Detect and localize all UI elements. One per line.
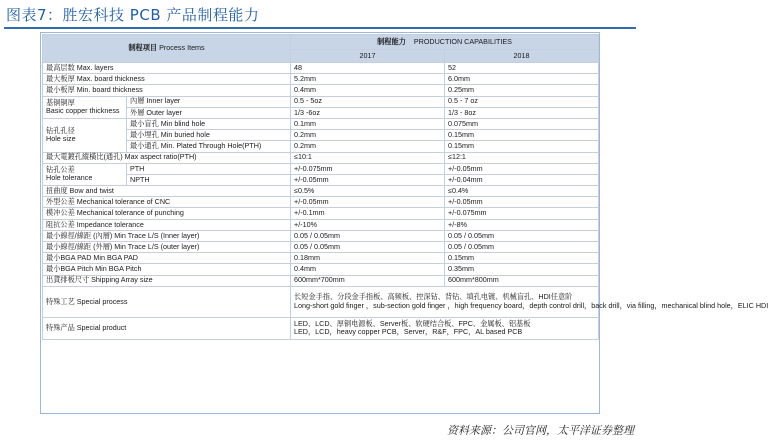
- special-product-value: [291, 317, 599, 339]
- tolerance-pth-2017: +/-0.075mm: [291, 163, 445, 174]
- tolerance-pth-label: PTH: [127, 163, 291, 174]
- row-item: 最小線徑/線距 (外層) Min Trace L/S (outer layer): [43, 242, 291, 253]
- hole-pth-row: [43, 141, 599, 152]
- row-value-2017: 0.4mm: [291, 264, 445, 275]
- hole-pth-2017: 0.2mm: [291, 141, 445, 152]
- special-process-label: 特殊工艺 Special process: [43, 286, 291, 317]
- tolerance-npth-2017: +/-0.05mm: [291, 174, 445, 185]
- hole-pth-2018: 0.15mm: [445, 141, 599, 152]
- hole-group-label: [43, 118, 127, 152]
- row-value-2017: ≤0.5%: [291, 186, 445, 197]
- copper-outer-2017: 1/3 -6oz: [291, 107, 445, 118]
- hole-blind-row: [43, 118, 599, 129]
- table-row: [43, 197, 599, 208]
- row-value-2018: 0.15mm: [445, 253, 599, 264]
- row-value-2017: +/-10%: [291, 219, 445, 230]
- tolerance-npth-row: [43, 174, 599, 185]
- row-value-2017: 600mm*700mm: [291, 275, 445, 286]
- tolerance-npth-label: NPTH: [127, 174, 291, 185]
- row-value-2017: 0.05 / 0.05mm: [291, 230, 445, 241]
- row-value-2018: 52: [445, 63, 599, 74]
- table-row: [43, 74, 599, 85]
- row-item: 最大板厚 Max. board thickness: [43, 74, 291, 85]
- copper-outer-label: 外層 Outer layer: [127, 107, 291, 118]
- row-value-2018: +/-0.075mm: [445, 208, 599, 219]
- tolerance-group-label: [43, 163, 127, 185]
- hole-label-en: Hole size: [46, 134, 76, 144]
- hole-buried-2018: 0.15mm: [445, 130, 599, 141]
- header-row-1: [43, 35, 599, 50]
- hole-label-cn: 钻孔孔径: [46, 125, 75, 135]
- table-row: [43, 275, 599, 286]
- source-note: 资料来源：公司官网，太平洋证券整理: [447, 424, 634, 437]
- row-value-2017: 48: [291, 63, 445, 74]
- row-item: 最大電鍍孔縱橫比(通孔) Max aspect ratio(PTH): [43, 152, 291, 163]
- copper-group-label: [43, 96, 127, 118]
- special-process-cn: 长短金手指、分段金手指板、高频板、控深钻、背钻、填孔电镀、机械盲孔、HDI任意阶: [294, 292, 573, 302]
- header-capabilities: [291, 35, 599, 50]
- row-value-2018: 600mm*800mm: [445, 275, 599, 286]
- table-row: [43, 63, 599, 74]
- figure-title: 图表7：胜宏科技 PCB 产品制程能力: [6, 6, 260, 24]
- header-process-cn: 制程项目: [128, 43, 158, 53]
- header-year-2017: 2017: [291, 50, 445, 63]
- row-value-2018: ≤0.4%: [445, 186, 599, 197]
- special-product-cn: LED、LCD、厚铜电源板、Server板、软硬结合板、FPC、金属板、铝基板: [294, 318, 531, 328]
- row-item: 出貨排板尺寸 Shipping Array size: [43, 275, 291, 286]
- hole-blind-2017: 0.1mm: [291, 118, 445, 129]
- hole-buried-label: 最小埋孔 Min buried hole: [127, 130, 291, 141]
- header-cap-en: PRODUCTION CAPABILITIES: [413, 36, 512, 46]
- row-item: 阻抗公差 Impedance tolerance: [43, 219, 291, 230]
- row-item: 最高层数 Max. layers: [43, 63, 291, 74]
- table-row: [43, 85, 599, 96]
- special-product-row: [43, 317, 599, 339]
- row-value-2018: +/-8%: [445, 219, 599, 230]
- special-process-en: Long-short gold finger ，sub-section gold finger ，high frequency board，depth control drill，back drill，via filling，mechanical blind hole，ELIC HDI: [294, 300, 768, 310]
- row-value-2017: 0.05 / 0.05mm: [291, 242, 445, 253]
- copper-inner-2017: 0.5 - 5oz: [291, 96, 445, 107]
- row-item: 最小線徑/線距 (內層) Min Trace L/S (Inner layer): [43, 230, 291, 241]
- hole-buried-row: [43, 130, 599, 141]
- row-value-2017: 5.2mm: [291, 74, 445, 85]
- row-item: 最小板厚 Min. board thickness: [43, 85, 291, 96]
- row-value-2018: 0.05 / 0.05mm: [445, 230, 599, 241]
- hole-pth-label: 最小通孔 Min. Plated Through Hole(PTH): [127, 141, 291, 152]
- row-item: 扭曲度 Bow and twist: [43, 186, 291, 197]
- table-row: [43, 264, 599, 275]
- row-value-2018: 0.25mm: [445, 85, 599, 96]
- copper-inner-2018: 0.5 - 7 oz: [445, 96, 599, 107]
- hole-blind-label: 最小盲孔 Min blind hole: [127, 118, 291, 129]
- table-row: [43, 208, 599, 219]
- tolerance-npth-2018: +/-0.04mm: [445, 174, 599, 185]
- row-value-2018: +/-0.05mm: [445, 197, 599, 208]
- row-item: 外型公差 Mechanical tolerance of CNC: [43, 197, 291, 208]
- row-value-2017: ≤10:1: [291, 152, 445, 163]
- copper-outer-2018: 1/3 - 8oz: [445, 107, 599, 118]
- copper-inner-label: 內層 Inner layer: [127, 96, 291, 107]
- tolerance-label-cn: 钻孔公差: [46, 164, 75, 174]
- header-process-items: [43, 35, 291, 63]
- table-row: [43, 242, 599, 253]
- header-year-2018: 2018: [445, 50, 599, 63]
- header-process-en: Process Items: [159, 43, 205, 53]
- copper-label-en: Basic copper thickness: [46, 106, 120, 116]
- row-value-2017: 0.18mm: [291, 253, 445, 264]
- row-item: 最小BGA Pitch Min BGA Pitch: [43, 264, 291, 275]
- hole-buried-2017: 0.2mm: [291, 130, 445, 141]
- row-value-2017: +/-0.1mm: [291, 208, 445, 219]
- special-process-value: [291, 286, 768, 317]
- hole-blind-2018: 0.075mm: [445, 118, 599, 129]
- table-row: [43, 219, 599, 230]
- header-cap-cn: 制程能力: [377, 36, 406, 46]
- row-value-2018: 0.35mm: [445, 264, 599, 275]
- title-underline: [4, 27, 636, 29]
- row-item: 模冲公差 Mechanical tolerance of punching: [43, 208, 291, 219]
- tolerance-pth-row: [43, 163, 599, 174]
- table-row: [43, 230, 599, 241]
- row-value-2017: +/-0.05mm: [291, 197, 445, 208]
- row-item: 最小BGA PAD Min BGA PAD: [43, 253, 291, 264]
- row-value-2018: 0.05 / 0.05mm: [445, 242, 599, 253]
- capabilities-table: [42, 34, 768, 340]
- table-row: [43, 186, 599, 197]
- copper-inner-row: [43, 96, 599, 107]
- table-row: [43, 152, 599, 163]
- tolerance-pth-2018: +/-0.05mm: [445, 163, 599, 174]
- row-value-2018: 6.0mm: [445, 74, 599, 85]
- row-value-2018: ≤12:1: [445, 152, 599, 163]
- special-product-label: 特殊产品 Special product: [43, 317, 291, 339]
- table-row: [43, 253, 599, 264]
- tolerance-label-en: Hole tolerance: [46, 173, 93, 183]
- special-product-en: LED，LCD，heavy copper PCB，Server，R&F，FPC，AL based PCB: [294, 327, 523, 337]
- row-value-2017: 0.4mm: [291, 85, 445, 96]
- special-process-row: [43, 286, 599, 317]
- copper-outer-row: [43, 107, 599, 118]
- copper-label-cn: 基铜铜厚: [46, 97, 75, 107]
